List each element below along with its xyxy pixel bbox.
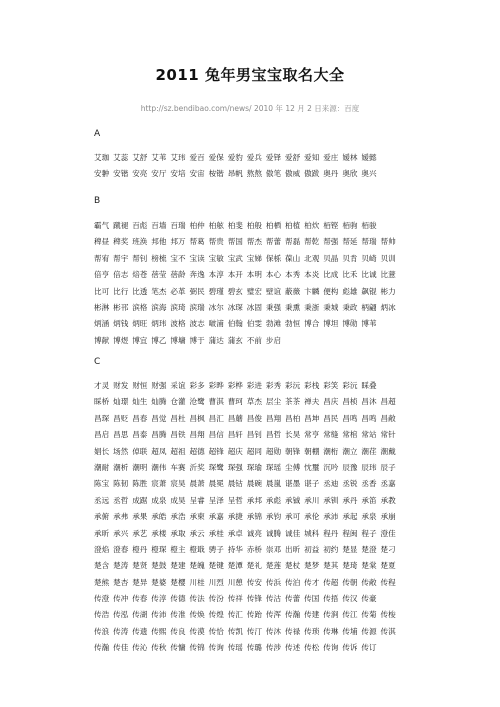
name-row: 安翀 安锴 安亮 安厅 安培 安宙 桉锴 昂帆 熬熬 傲笔 傲威 傲跋 奥丹 奥欣 奥兴 (94, 169, 377, 179)
name-row: 倍亨 倍志 焙苍 蓓莹 蓓龄 奔逸 本淳 本开 本明 本心 本秀 本炎 比成 比禾 比诚 比薏 (94, 270, 396, 280)
name-row (94, 657, 420, 673)
name-row: 传瀚 传佳 传沁 传秋 传慵 传锦 传询 传瑶 传璐 传涉 传述 传松 传询 传诉 传订 (94, 643, 377, 653)
name-row: 传浪 传涛 传遗 传熙 传良 传漠 传恰 传凯 传汀 传沐 传禄 传琐 传琳 传埔 传源 传淇 (94, 626, 396, 636)
name-row: 才灵 财发 财恒 财强 采谊 彩多 彩晔 彩桦 彩进 彩秀 彩沅 彩栈 彩笑 彩沅 睬叠 (94, 381, 377, 390)
name-row: 艾珈 艾蕊 艾舒 艾苇 艾玮 爱百 爱保 爱豹 爱兵 爱铎 爱舒 爱知 爱庄 嫒林 嫒懿 (94, 153, 377, 162)
section-letter-c: C (94, 357, 101, 367)
section-letter-b: B (94, 196, 101, 206)
name-row: 稗昼 稗奖 班涣 邦他 邦万 帮葛 帮贵 帮国 帮杰 帮蕾 帮磊 帮乾 帮强 帮延 帮瑞 帮帅 (94, 237, 396, 247)
name-row: 博献 博煜 博宜 博乙 博墉 博于 蒲达 蒲玄 不前 步启 (94, 335, 282, 345)
page-title: 2011 兔年男宝宝取名大全 (155, 66, 345, 84)
name-row: 楚含 楚涛 楚贤 楚鼓 楚建 楚魄 楚键 楚潭 楚礼 楚莲 楚杖 楚梦 楚其 楚琦 楚棠 楚夏 (94, 561, 396, 571)
section-c-names (94, 378, 420, 673)
name-row: 昌启 昌思 昌泰 昌腾 昌铁 昌翔 昌信 昌轩 昌钊 昌哲 长昊 常亨 常缝 常棺 常站 常针 (94, 430, 396, 440)
name-row: 比可 比行 比透 笔杰 必革 弼民 碧瑾 碧玄 璧宏 壁谊 蔽薇 卞麟 便构 彪雄 飙锟 彬力 (94, 286, 396, 296)
name-row: 昌琛 昌贬 昌春 昌觉 昌杜 昌枫 昌汇 昌蘑 昌俊 昌翔 昌柏 昌坤 昌民 昌鸣 昌鸣 昌敞 (94, 413, 396, 423)
section-b-names (94, 218, 420, 349)
source-line: http://sz.bendibao.com/news/ 2010 年 12 月 2 日来源：百度 (140, 104, 360, 113)
name-row: 丞远 丞哲 成踞 成泉 成昊 呈睿 呈泽 呈哲 承邦 承彪 承铖 承川 承钏 承丹 承笛 承教 (94, 495, 396, 505)
section-letter-a: A (94, 129, 101, 139)
name-row: 霸气 蹴褪 百彪 百墙 百瑞 柏仲 柏舷 柏斐 柏般 柏栖 柏植 柏炊 栢铿 栢驹 栢骏 (94, 221, 377, 230)
name-row: 传澄 传冲 传春 传淳 传德 传法 传汾 传祥 传锋 传沽 传蕾 传国 传捂 传汉 传豪 (94, 594, 377, 604)
name-row: 帮宥 帮宇 帮钊 榜梳 宝不 宝读 宝敏 宝武 宝娣 保栎 葆山 北观 贝晶 贝肯 贝崎 贝训 (94, 253, 396, 263)
name-row: 炳涵 炳钱 炳旺 炳玮 波格 波志 啵浦 伯翰 伯雯 勃滩 勃恒 博合 博坦 博勋 博苇 (94, 319, 377, 329)
section-a-names (94, 150, 420, 183)
name-row: 娼长 场然 倬联 超凤 超祖 超德 超锋 超庆 超同 超勋 朝锋 朝棚 潮桁 潮立 潮荏 潮戴 (94, 446, 396, 456)
name-row: 楚熊 楚杏 楚异 楚婆 楚樱 川桂 川烈 川憩 传安 传浜 传泊 传才 传超 传朝 传敞 传程 (94, 577, 396, 587)
name-row: 潮耐 潮析 潮明 潮伟 车赛 沂奖 琛鹭 琛强 琛瑜 琛瑶 尘傅 忱璽 沉吟 辰豫 辰玮 辰子 (94, 462, 396, 472)
name-row: 澄焰 澄春 橙丹 橙琛 橙主 橙戢 骋子 持华 赤桥 崇邓 出昕 初益 初约 楚显 楚澄 楚刁 (94, 544, 396, 554)
name-row: 传浩 传泓 传湖 传沛 传准 传焕 传煌 传汇 传跆 传浑 传瀚 传建 传涧 传江 传菊 传梭 (94, 610, 396, 620)
name-row: 承昕 承兴 承艺 承楼 承取 承云 承桂 承卓 诚亮 诚腾 诚佳 城科 程丹 程闽 程子 澄佳 (94, 528, 396, 538)
name-row: 彬淋 彬邗 滨格 滨海 滨琦 滨瑞 冰尔 冰琛 冰固 秉强 秉熏 秉浙 秉城 秉政 柄翩 炳冰 (94, 302, 396, 312)
name-row: 睬桥 灿璟 灿生 灿腾 仓灌 沧鹭 曹淇 曹珂 草杰 层尘 茶茶 禅夫 昌庆 昌桢 昌沐 昌超 (94, 397, 396, 407)
name-row: 承俯 承弗 承果 承皓 承浩 承柬 承嘉 承捷 承锦 承钧 承可 承伦 承沛 承起 承泉 承崩 (94, 512, 396, 522)
name-row: 陈宝 陈韧 陈胜 宸萧 宸昊 晨萧 晨冕 晨钴 晨碗 晨嵐 谌墨 谌子 丞迪 丞锐 丞香 丞嘉 (94, 479, 396, 489)
